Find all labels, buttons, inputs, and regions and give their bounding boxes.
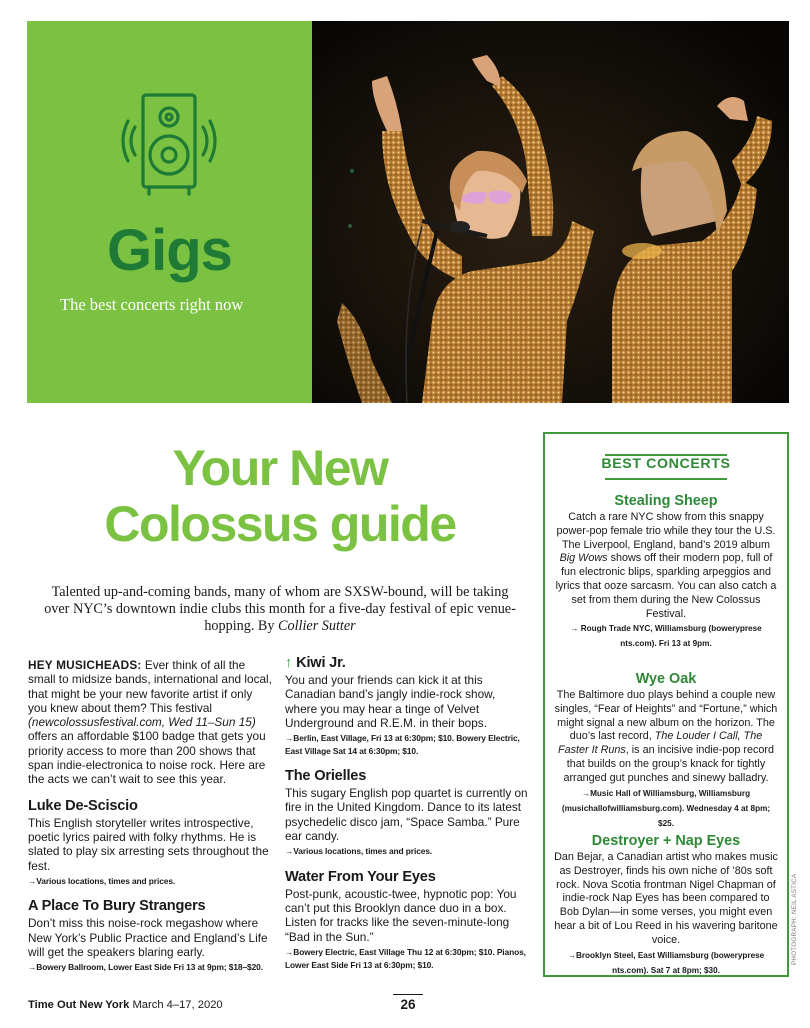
concert-name: Destroyer + Nap Eyes [591, 833, 741, 849]
concert-photo [312, 21, 789, 403]
act-entry [28, 898, 273, 973]
concert-listing-info: →Music Hall of Williamsburg, Williamsburg (musichallofwilliamsburg.com). Wednesday 4 at 8pm; $25. [561, 788, 771, 828]
act-name: A Place To Bury Strangers [28, 898, 206, 915]
act-description: You and your friends can kick it at this Canadian band’s jangly indie-rock show, where you may hear a tinge of Velvet Underground and R.E.M. in their bops. [285, 673, 496, 730]
act-entry [285, 869, 530, 971]
intro-label: HEY MUSICHEADS: [28, 658, 142, 672]
act-description: Don’t miss this noise-rock megashow where New York’s Public Practice and England’s Life will get the speakers blaring early. [28, 916, 268, 959]
concert-description [553, 511, 779, 621]
act-name: The Orielles [285, 768, 367, 785]
article-headline [60, 440, 500, 552]
act-description: This English storyteller writes introspective, poetic lyrics paired with folky rhythms. He is slated to play six arresting sets throughout the fest. [28, 815, 269, 873]
arrow-up-icon: ↑ [285, 655, 293, 671]
hero-banner [27, 21, 789, 403]
act-listing-info: →Berlin, East Village, Fri 13 at 6:30pm; $10. Bowery Electric, East Village Sat 14 at 6:30pm; $10. [285, 733, 520, 756]
article-column-left [28, 658, 273, 974]
album-title: Big Wows [559, 552, 608, 565]
dek-text: Talented up-and-coming bands, many of whom are SXSW-bound, will be taking over NYC’s downtown indie clubs this month for a five-day festival of epic venue-hopping. By [44, 584, 516, 634]
concert-description [553, 689, 779, 786]
act-entry [28, 798, 273, 888]
concert-text: The Baltimore duo plays behind a couple new singles, “Fear of Heights” and “Fortune,” which might signal a new album on the horizon. The duo’s last record, [554, 689, 778, 743]
act-listing-info: →Bowery Ballroom, Lower East Side Fri 13 at 9pm; $18–$20. [28, 962, 263, 973]
act-listing-info: →Bowery Electric, East Village Thu 12 at 6:30pm; $10. Pianos, Lower East Side Fri 13 at 6:30pm; $10. [285, 947, 526, 970]
sidebar-title: BEST CONCERTS [601, 456, 731, 472]
byline: Collier Sutter [278, 618, 356, 634]
concert-listing-info: →Brooklyn Steel, East Williamsburg (boweryprese nts.com). Sat 7 at 8pm; $30. [567, 950, 765, 975]
concert-description: Dan Bejar, a Canadian artist who makes music as Destroyer, finds his own niche of ’80s soft rock. Nova Scotia frontman Nigel Chapman of indie-rock Nap Eyes has been compared to Bob Dylan—in some verses, you might even hear a bit of Lou Reed in his wavering baritone voice. [554, 851, 778, 946]
headline-line: Colossus guide [104, 496, 456, 552]
act-name: Kiwi Jr. [296, 655, 346, 671]
section-subtitle: The best concerts right now [60, 295, 244, 314]
issue-date: March 4–17, 2020 [129, 999, 223, 1011]
article-dek [40, 584, 520, 635]
concert-name: Wye Oak [635, 671, 697, 687]
section-title: Gigs [107, 218, 232, 283]
article-column-middle [285, 655, 530, 971]
concert-text: , is an incisive indie-pop record that builds on the group’s knack for tightly arranged gut punches and sinewy balladry. [563, 744, 775, 784]
festival-link-text: (newcolossusfestival.com, Wed 11–Sun 15) [28, 715, 256, 730]
concert-pick [553, 492, 779, 651]
concert-text: Catch a rare NYC show from this snappy power-pop female trio while they tour the U.S. The Liverpool, England, band’s 2019 album [556, 511, 776, 551]
act-description: This sugary English pop quartet is currently on fire in the United Kingdom. Dance to its latest psychedelic disco jam, “Space Samba.” Pure ear candy. [285, 786, 528, 844]
headline-line: Your New [172, 440, 388, 496]
publication-info [28, 999, 223, 1011]
act-description: Post-punk, acoustic-twee, hypnotic pop: You can’t put this Brooklyn dance duo in a box. Listen for tracks like the seven-minute-long “Bad in the Sun.” [285, 886, 517, 944]
concert-name: Stealing Sheep [614, 493, 718, 509]
publication-name: Time Out New York [28, 999, 130, 1011]
speaker-icon [119, 91, 219, 215]
concert-listing-info: → Rough Trade NYC, Williamsburg (boweryprese nts.com). Fri 13 at 9pm. [570, 624, 762, 649]
act-listing-info: →Various locations, times and prices. [28, 875, 176, 886]
intro-text: Ever think of all the small to midsize bands, international and local, that might be your new favorite artist if only you knew about them? This festival [28, 658, 272, 715]
concert-text: shows off their modern pop, full of fun electronic blips, sparkling arpeggios and lyrics that ooze sarcasm. You can also catch a set from them during the New Colossus Festival. [555, 552, 777, 620]
hero-section-panel [27, 21, 312, 403]
page-number: 26 [393, 994, 423, 1012]
act-name: Water From Your Eyes [285, 868, 436, 885]
photo-credit: PHOTOGRAPH: NEIL ASTICA [791, 873, 798, 965]
act-name-row [285, 655, 530, 672]
act-entry [285, 768, 530, 858]
intro-paragraph [28, 658, 273, 787]
act-listing-info: →Various locations, times and prices. [285, 846, 433, 857]
intro-text: offers an affordable $100 badge that gets you priority access to more than 200 shows that span indie-electronica to noise rock. Here are the acts we can’t wait to see this year. [28, 729, 266, 787]
act-entry [285, 655, 530, 757]
album-title: The Louder I Call, The Faster It Runs [557, 730, 763, 757]
best-concerts-sidebar [543, 432, 789, 977]
act-name: Luke De-Sciscio [28, 797, 138, 814]
concert-pick [553, 832, 779, 978]
concert-pick [553, 670, 779, 831]
